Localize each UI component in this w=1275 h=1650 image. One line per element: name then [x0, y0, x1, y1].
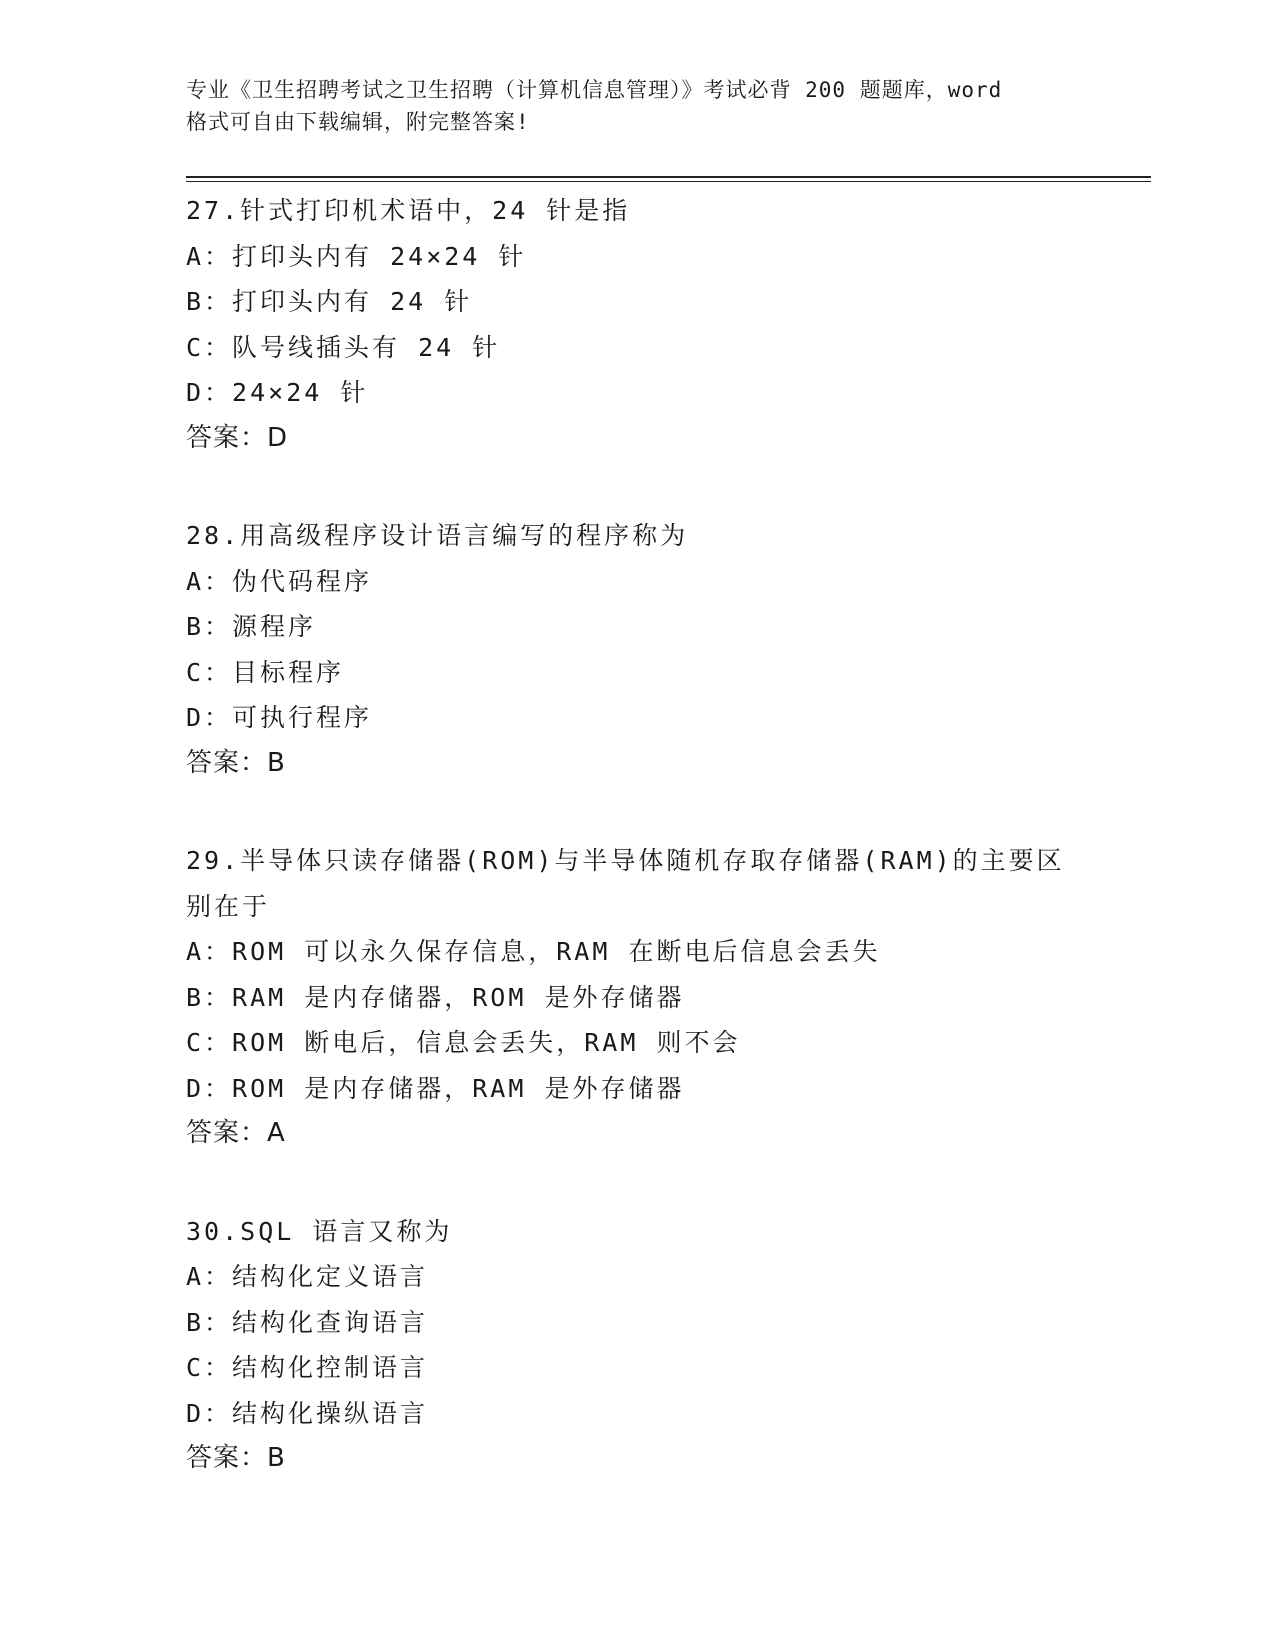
header-line-2: 格式可自由下载编辑，附完整答案! — [186, 110, 530, 134]
option-b: B：打印头内有 24 针 — [186, 287, 473, 316]
option-c: C：结构化控制语言 — [186, 1353, 429, 1382]
option-b: B：RAM 是内存储器，ROM 是外存储器 — [186, 982, 685, 1012]
option-c: C：队号线插头有 24 针 — [186, 332, 501, 362]
option-d: D：可执行程序 — [186, 703, 373, 732]
document-header — [186, 74, 1086, 138]
question-30 — [186, 1209, 1086, 1482]
option-d: D：结构化操纵语言 — [186, 1398, 429, 1428]
option-a: A：伪代码程序 — [186, 566, 373, 596]
answer-label: 答案：D — [186, 422, 289, 453]
answer-label: 答案：A — [186, 1118, 286, 1148]
option-a: A：打印头内有 24×24 针 — [186, 241, 527, 271]
header-line-1: 专业《卫生招聘考试之卫生招聘（计算机信息管理）》考试必背 200 题题库，word — [186, 78, 1003, 102]
answer-label: 答案：B — [186, 747, 286, 778]
question-28 — [186, 513, 1086, 786]
option-d: D：24×24 针 — [186, 378, 369, 407]
option-c: C：目标程序 — [186, 657, 345, 687]
question-27 — [186, 188, 1086, 461]
question-stem: 29.半导体只读存储器(ROM)与半导体随机存取存储器(RAM)的主要区别在于 — [186, 846, 1065, 921]
option-d: D：ROM 是内存储器，RAM 是外存储器 — [186, 1073, 685, 1103]
question-list — [186, 188, 1086, 1534]
option-b: B：源程序 — [186, 612, 317, 641]
question-stem: 27.针式打印机术语中，24 针是指 — [186, 196, 631, 225]
option-b: B：结构化查询语言 — [186, 1307, 429, 1337]
question-29 — [186, 838, 1086, 1157]
answer-label: 答案：B — [186, 1443, 286, 1473]
option-c: C：ROM 断电后，信息会丢失，RAM 则不会 — [186, 1028, 741, 1057]
header-divider — [186, 176, 1151, 182]
option-a: A：结构化定义语言 — [186, 1262, 429, 1291]
question-stem: 28.用高级程序设计语言编写的程序称为 — [186, 521, 689, 550]
option-a: A：ROM 可以永久保存信息，RAM 在断电后信息会丢失 — [186, 937, 881, 966]
question-stem: 30.SQL 语言又称为 — [186, 1216, 453, 1246]
